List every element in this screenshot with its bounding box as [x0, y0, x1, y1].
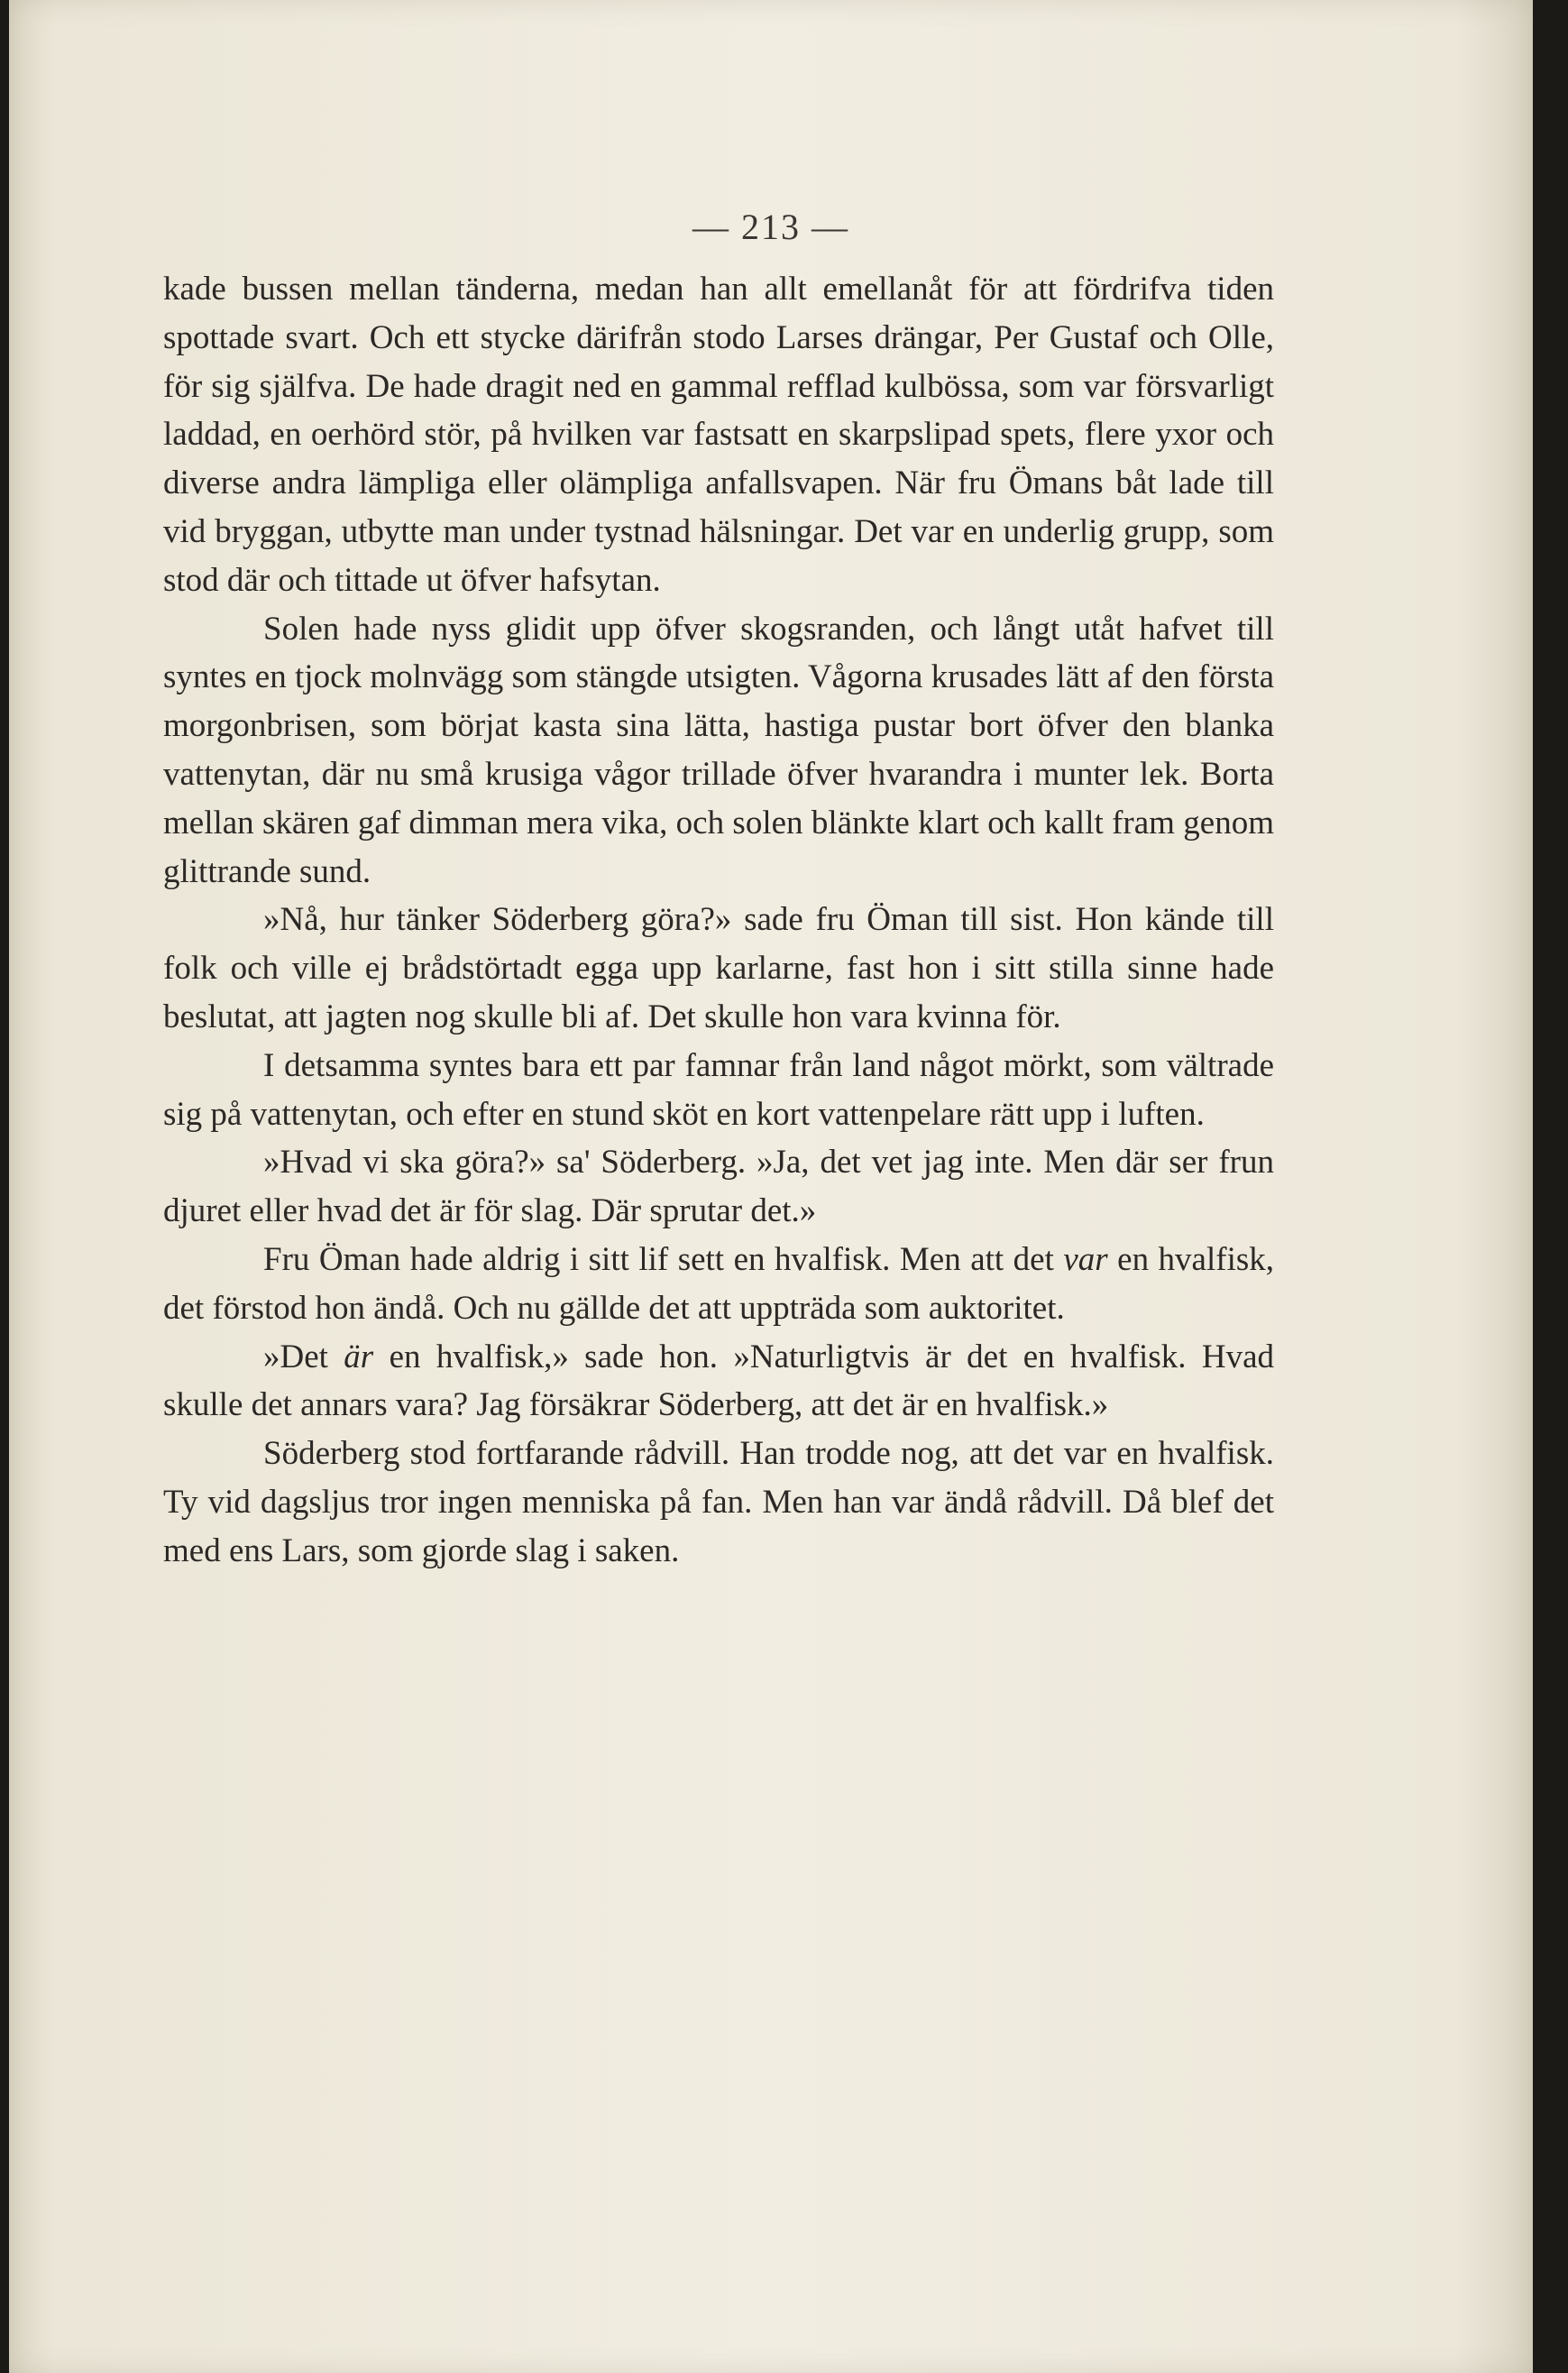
emphasis-text: är [344, 1338, 374, 1375]
paragraph-segment: en hvalfisk, det förstod hon ändå. Och nu gällde det att uppträda som auktoritet. [163, 1240, 1275, 1327]
text-body [163, 265, 1274, 1576]
paragraph: Solen hade nyss glidit upp öfver skogsranden, och långt utåt hafvet till syntes en tjock molnvägg som stängde utsigten. Vågorna krusades lätt af den första morgonbrisen, som börjat kasta sina lätta, hastiga pustar bort öfver den blanka vattenytan, där nu små krusiga vågor trillade öfver hvarandra i munter lek. Borta mellan skären gaf dimman mera vika, och solen blänkte klart och kallt fram genom glittrande sund. [163, 610, 1274, 890]
paragraph-segment: Fru Öman hade aldrig i sitt lif sett en hvalfisk. Men att det [263, 1240, 1064, 1278]
paragraph: »Hvad vi ska göra?» sa' Söderberg. »Ja, det vet jag inte. Men där ser frun djuret eller hvad det är för slag. Där sprutar det.» [163, 1144, 1274, 1230]
emphasis-text: var [1063, 1240, 1108, 1278]
paragraph-segment: en hvalfisk,» sade hon. »Naturligtvis är det en hvalfisk. Hvad skulle det annars vara? Jag försäkrar Söderberg, att det är en hvalfisk.» [163, 1338, 1274, 1424]
paragraph: I detsamma syntes bara ett par famnar från land något mörkt, som vältrade sig på vattenytan, och efter en stund sköt en kort vattenpelare rätt upp i luften. [163, 1046, 1274, 1133]
paragraph-segment: »Det [263, 1338, 344, 1375]
paragraph: kade bussen mellan tänderna, medan han allt emellanåt för att fördrifva tiden spottade svart. Och ett stycke därifrån stodo Larses drängar, Per Gustaf och Olle, för sig själfva. De hade dragit ned en gammal refflad kulbössa, som var försvarligt laddad, en oerhörd stör, på hvilken var fastsatt en skarpslipad spets, flere yxor och diverse andra lämpliga eller olämpliga anfallsvapen. När fru Ömans båt lade till vid bryggan, utbytte man under tystnad hälsningar. Det var en underlig grupp, som stod där och tittade ut öfver hafsytan. [163, 271, 1274, 599]
paragraph: Söderberg stod fortfarande rådvill. Han trodde nog, att det var en hvalfisk. Ty vid dagsljus tror ingen menniska på fan. Men han var ändå rådvill. Då blef det med ens Lars, som gjorde slag i saken. [163, 1435, 1274, 1569]
page-number: — 213 — [692, 207, 849, 247]
paragraph [163, 1236, 1274, 1333]
paragraph [163, 1333, 1274, 1430]
paragraph: »Nå, hur tänker Söderberg göra?» sade fru Öman till sist. Hon kände till folk och ville ej brådstörtadt egga upp karlarne, fast hon i sitt stilla sinne hade beslutat, att jagten nog skulle bli af. Det skulle hon vara kvinna för. [163, 901, 1274, 1035]
book-page [9, 0, 1533, 2373]
